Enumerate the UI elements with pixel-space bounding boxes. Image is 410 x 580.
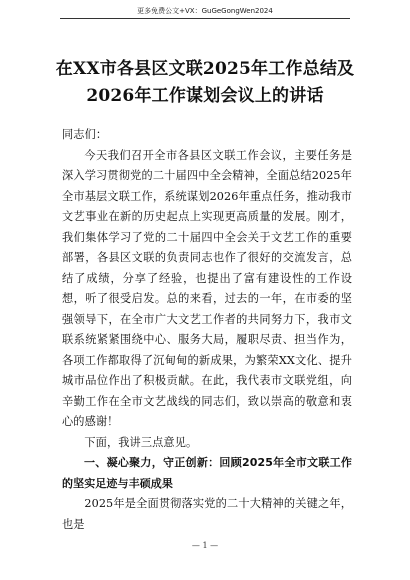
salutation: 同志们： xyxy=(62,128,108,141)
section-heading: 一、凝心聚力，守正创新：回顾2025年全市文联工作的坚实足迹与丰硕成果 xyxy=(62,456,352,490)
document-title xyxy=(40,56,370,110)
page-number: — 1 — xyxy=(191,541,219,550)
document-body xyxy=(62,125,352,535)
header-note: 更多免费公文+VX：GuGeGongWen2024 xyxy=(137,7,273,15)
body-paragraph: 下面，我讲三点意见。 xyxy=(84,435,198,449)
title-line-1: 在XX市各县区文联2025年工作总结及 xyxy=(55,59,355,79)
body-paragraph: 今天我们召开全市各县区文联工作会议，主要任务是深入学习贯彻党的二十届四中全会精神，全面总结2025年全市基层文联工作，系统谋划2026年重点任务，推动我市文艺事业在新的历史起点上实现更高质量的发展。刚才，我们集体学习了党的二十届四中全会关于文艺工作的重要部署，各县区文联的负责同志也作了很好的交流发言，总结了成绩，分享了经验，也提出了富有建设性的工作设想，听了很受启发。总的来看，过去的一年，在市委的坚强领导下，在全市广大文艺工作者的共同努力下，我市文联系统紧紧围绕中心、服务大局，履职尽责、担当作为，各项工作都取得了沉甸甸的新成果，为繁荣XX文化、提升城市品位作出了积极贡献。在此，我代表市文联党组，向辛勤工作在全市文艺战线的同志们，致以崇高的敬意和衷心的感谢！ xyxy=(62,148,352,428)
title-line-2: 2026年工作谋划会议上的讲话 xyxy=(86,86,324,106)
header-divider xyxy=(60,18,350,19)
body-paragraph: 2025年是全面贯彻落实党的二十大精神的关键之年，也是 xyxy=(62,497,352,531)
